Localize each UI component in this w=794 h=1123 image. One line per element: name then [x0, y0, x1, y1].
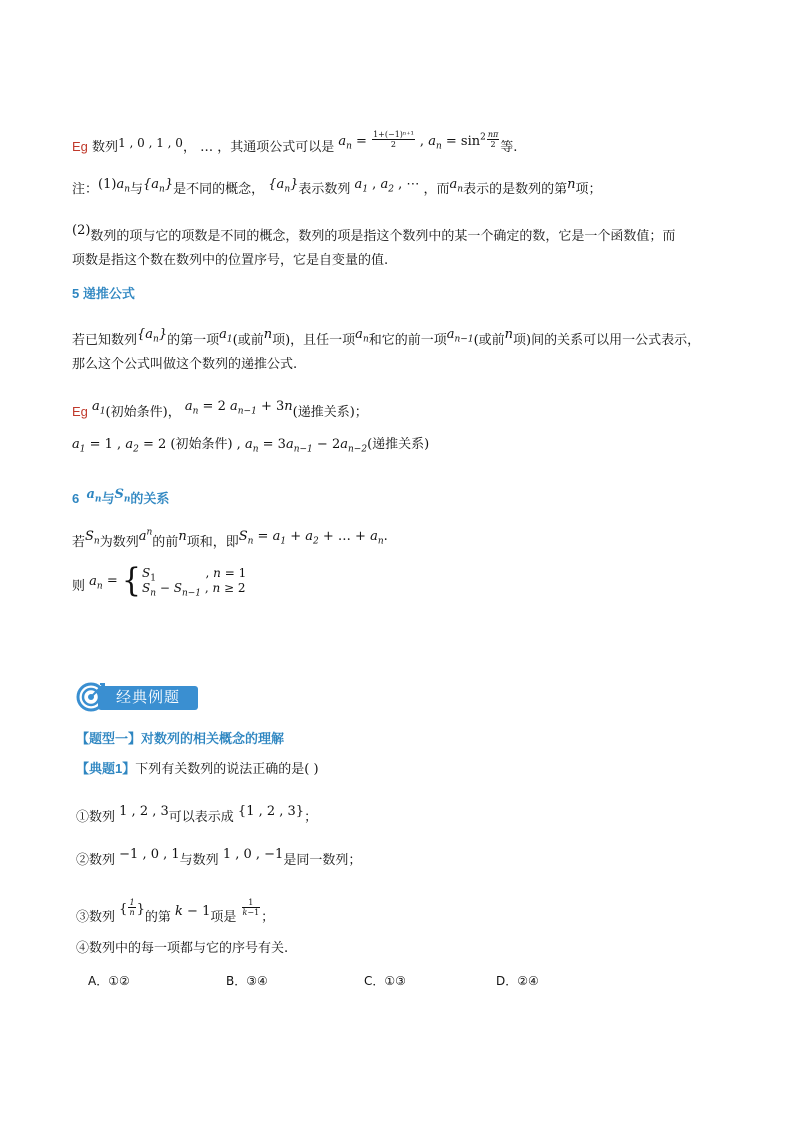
eg-text2: ， … ，其通项公式可以是	[182, 140, 335, 155]
note-text: ，而	[423, 182, 450, 197]
text: 的第一项	[167, 333, 220, 348]
option-3: ③数列 { $\frac{1}{n}$ }的第 k − 1项是 $\frac{1}{k-1}$ ；	[76, 898, 275, 925]
question-type: 【题型一】对数列的相关概念的理解	[76, 731, 285, 746]
question-tag: 【典题1】	[76, 761, 136, 776]
text: ①数列	[76, 810, 116, 825]
eg-line-2: Eg $a_1$(初始条件)， $a_n = 2$ $a_{n-1} + 3n$(递推关系)；	[72, 399, 368, 420]
text: 项)，且任一项	[272, 333, 356, 348]
note-1: 注：$(1)a_n$与$\{a_n\}$是不同的概念， $\{a_n\}$表示数列 $a_1$ , $a_2$ , ⋯ ，而$a_n$表示的是数列的第n项；	[72, 177, 602, 197]
note-text: 项；	[575, 182, 602, 197]
recurrence-def-line-1: 若已知数列$\{a_n\}$的第一项$a_1$(或前n项)，且任一项$a_n$和它的前一项$a_{n-1}$(或前n项)间的关系可以用一公式表示，	[72, 327, 701, 348]
text: 则	[72, 579, 86, 594]
note-prefix: 注：	[72, 182, 99, 197]
piecewise-formula: 则 $a_n$ = { $S_1$ , n = 1 $S_n - S_{n-1}$ , n ≥ 2	[72, 561, 247, 600]
choice-c[interactable]: C．①③	[364, 974, 406, 988]
eg-text3: 等.	[500, 140, 518, 155]
banner-label: 经典例题	[98, 686, 198, 710]
question-text: 下列有关数列的说法正确的是( )	[135, 762, 319, 777]
text: 项)间的关系可以用一公式表示，	[513, 333, 701, 348]
choice-b[interactable]: B．③④	[226, 974, 268, 988]
section-banner	[76, 682, 200, 712]
text: 的第	[144, 910, 171, 925]
note-2-line-2: 项数是指这个数在数列中的位置序号，它是自变量的值.	[72, 253, 389, 268]
eg-line-3: $a_1 = 1$ , $a_2 = 2$ (初始条件) , $a_n = 3a_{n-1} - 2a_{n-2}$(递推关系)	[72, 437, 430, 455]
text: 项和，即	[186, 535, 239, 550]
section-5-title: 5 递推公式	[72, 286, 135, 301]
text: 的关系	[130, 491, 170, 506]
question-1-stem	[76, 760, 319, 779]
note-2-prefix: (2)	[72, 223, 91, 238]
eg-line-1: Eg 数列1 , 0 , 1 , 0， … ，其通项公式可以是 $a_n$ = $\frac{\text{1+(−1)ⁿ⁺¹}}{2}$ , $a_n = \sin^2$ $\frac{n\pi}{2}$ 等.	[72, 130, 518, 155]
text: 可以表示成	[168, 810, 234, 825]
text: (递推关系)；	[292, 405, 368, 420]
general-term-fraction: $\frac{\text{1+(−1)ⁿ⁺¹}}{2}$	[373, 130, 414, 149]
recurrence-def-line-2: 那么这个公式叫做这个数列的递推公式.	[72, 357, 298, 372]
eg-label: Eg	[72, 404, 88, 419]
text: 若	[72, 535, 86, 550]
text: 与数列	[179, 853, 219, 868]
option-2: ②数列 −1 , 0 , 1与数列 1 , 0 , −1是同一数列；	[76, 847, 362, 868]
text: 与	[101, 491, 115, 506]
option-4: ④数列中的每一项都与它的序号有关.	[76, 941, 289, 956]
text: ②数列	[76, 853, 116, 868]
eg-label: Eg	[72, 139, 88, 154]
text: 项是	[210, 910, 237, 925]
choice-a[interactable]: A．①②	[88, 974, 130, 988]
eg-seq: 1 , 0 , 1 , 0	[118, 136, 183, 150]
text: 为数列	[99, 535, 139, 550]
note-text: 与	[130, 182, 144, 197]
note-text: 表示的是数列的第	[463, 182, 568, 197]
text: (或前	[232, 333, 264, 348]
section-number: 6	[72, 491, 80, 506]
text: 的前	[152, 535, 179, 550]
choice-d[interactable]: D．②④	[496, 974, 539, 988]
note-2-text: 数列的项与它的项数是不同的概念，数列的项是指这个数列中的某一个确定的数，它是一个函数值；而	[90, 229, 676, 244]
note-text: 表示数列	[298, 182, 351, 197]
text: (递推关系)	[367, 437, 430, 452]
text: 若已知数列	[72, 333, 138, 348]
text: 和它的前一项	[368, 333, 447, 348]
text: (初始条件)	[170, 437, 233, 452]
sn-definition: 若$S_n$为数列$a^n$的前n项和，即$S_n = a_1 + a_2$ + … + $a_n$.	[72, 527, 388, 550]
option-1: ①数列 1 , 2 , 3可以表示成 {1 , 2 , 3}；	[76, 804, 318, 825]
section-6-title: 6 $a_n$与$S_n$的关系	[72, 487, 170, 506]
text: (初始条件)，	[105, 405, 181, 420]
text: (或前	[473, 333, 505, 348]
text: 是同一数列；	[283, 853, 362, 868]
text: ③数列	[76, 910, 116, 925]
note-text: 是不同的概念，	[173, 182, 265, 197]
note-2-line-1	[72, 222, 675, 246]
eg-text: 数列	[92, 140, 119, 155]
